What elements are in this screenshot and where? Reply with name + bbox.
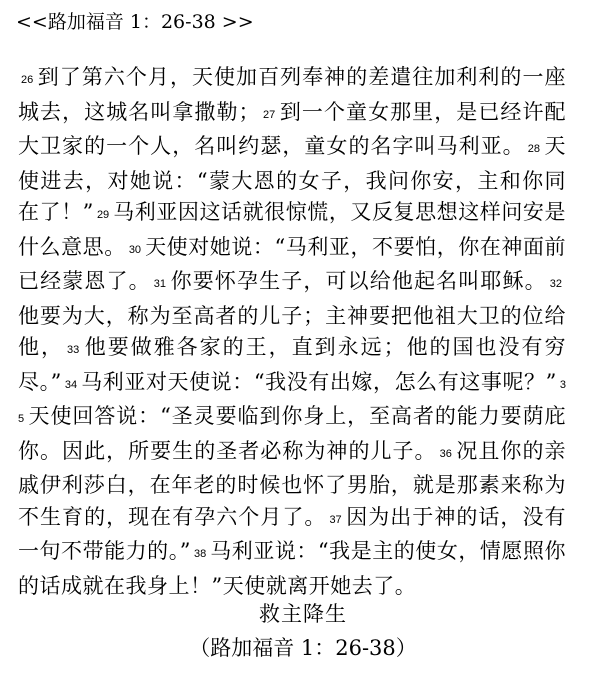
verse-text: 天使进去，对她说：“蒙大恩的女子，我问你安，主和你同在了！” <box>18 134 566 224</box>
verse-text: 马利亚说：“我是主的使女，情愿照你的话成就在我身上！”天使就离开她去了。 <box>18 539 566 598</box>
verse-number: 32 <box>549 278 562 290</box>
verse-text: 天使对她说：“马利亚，不要怕，你在神面前已经蒙恩了。 <box>18 234 567 293</box>
verse-number: 37 <box>329 513 342 526</box>
verse-number: 28 <box>527 143 540 155</box>
verse-text: 况且你的亲戚伊利莎白，在年老的时候也怀了男胎，就是那素来称为不生育的，现在有孕六个月了。 <box>18 438 566 529</box>
verse-number: 34 <box>64 378 78 391</box>
verse-number: 38 <box>193 548 207 560</box>
verse-text: 马利亚对天使说：“我没有出嫁，怎么有这事呢？” <box>81 369 557 394</box>
verse-number: 31 <box>153 278 166 290</box>
verse-number: 36 <box>439 447 452 460</box>
verse-number: 29 <box>96 209 110 221</box>
verse-number: 26 <box>21 74 34 86</box>
verse-text: 他要为大，称为至高者的儿子；主神要把他祖大卫的位给他， <box>18 303 566 359</box>
caption-title: 救主降生 <box>259 602 347 626</box>
verse-text: 马利亚因这话就很惊慌，又反复思想这样问安是什么意思。 <box>18 200 566 259</box>
verse-number: 35 <box>18 378 566 425</box>
chapter-reference-header: <<路加福音 1：26-38 >> <box>16 11 254 33</box>
verse-number: 27 <box>263 108 276 121</box>
verse-number: 30 <box>128 243 142 256</box>
verse-text: 到了第六个月，天使加百列奉神的差遣往加利利的一座城去，这城名叫拿撒勒； <box>18 65 566 124</box>
verse-text: 因为出于神的话，没有一句不带能力的。” <box>18 504 566 563</box>
verse-text: 你要怀孕生子，可以给他起名叫耶稣。 <box>170 269 547 293</box>
caption-reference: （路加福音 1：26-38） <box>189 636 417 660</box>
verse-text: 到一个童女那里，是已经许配大卫家的一个人，名叫约瑟，童女的名字叫马利亚。 <box>18 99 567 158</box>
scripture-passage <box>18 62 566 602</box>
verse-number: 33 <box>66 344 80 356</box>
verse-text: 他要做雅各家的王，直到永远；他的国也没有穷尽。” <box>18 335 567 394</box>
verse-text: 天使回答说：“圣灵要临到你身上，至高者的能力要荫庇你。因此，所要生的圣者必称为神的儿子。 <box>18 404 566 463</box>
